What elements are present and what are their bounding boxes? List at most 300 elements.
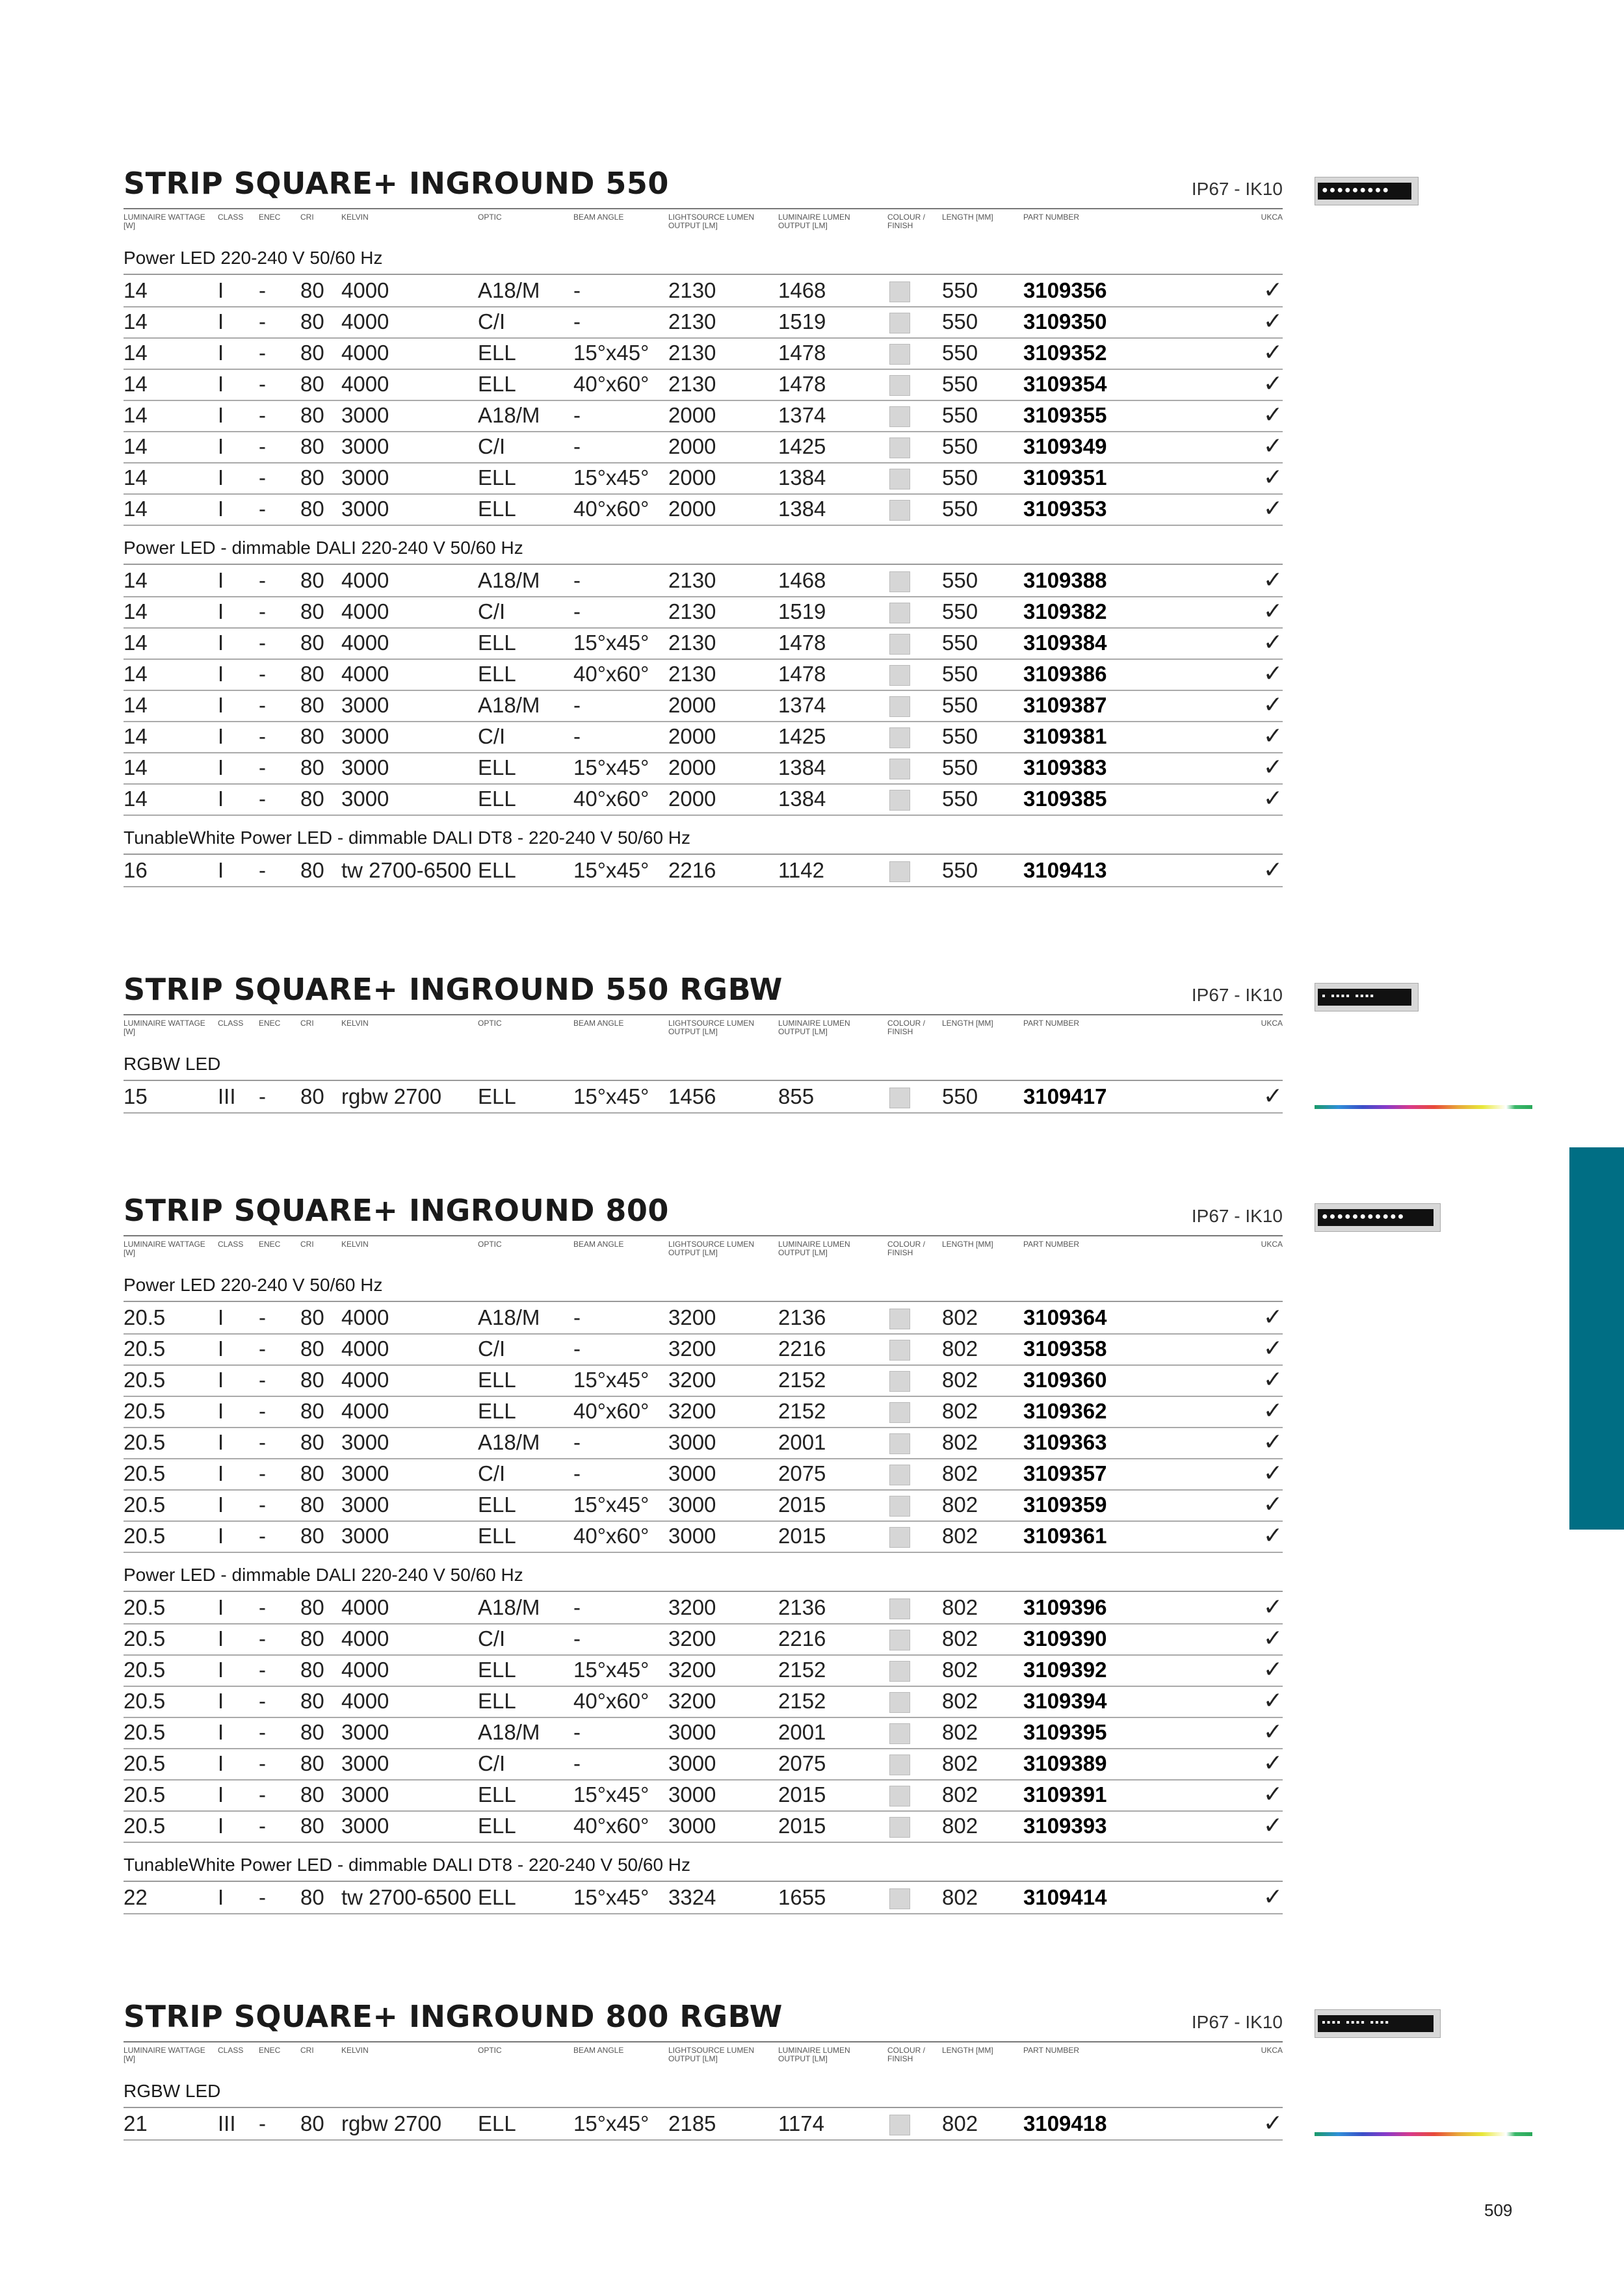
cell-wattage: 20.5 — [124, 1782, 166, 1807]
ukca-check-icon: ✓ — [1263, 1303, 1283, 1330]
cell-kelvin: 3000 — [341, 693, 389, 717]
cell-luminaire-lumen: 2075 — [778, 1461, 826, 1485]
cell-beam-angle: - — [573, 1626, 581, 1650]
group-title: Power LED - dimmable DALI 220-240 V 50/60 Hz — [124, 1565, 523, 1585]
cell-optic: C/I — [478, 599, 506, 623]
product-led-strip: ▪ ▪▪▪▪ ▪▪▪▪ — [1318, 989, 1411, 1006]
cell-optic: ELL — [478, 631, 516, 655]
cell-kelvin: 4000 — [341, 278, 389, 302]
colour-swatch — [889, 1309, 910, 1329]
cell-lightsource-lumen: 3000 — [668, 1493, 716, 1517]
cell-enec: - — [259, 724, 266, 748]
cell-class: I — [218, 1337, 224, 1361]
cell-beam-angle: 15°x45° — [573, 341, 649, 365]
cell-kelvin: 3000 — [341, 1493, 389, 1517]
cell-part-number: 3109394 — [1023, 1689, 1107, 1713]
cell-cri: 80 — [300, 755, 324, 779]
colour-swatch — [889, 696, 910, 717]
cell-cri: 80 — [300, 2111, 324, 2135]
cell-part-number: 3109361 — [1023, 1524, 1107, 1548]
cell-lightsource-lumen: 3200 — [668, 1337, 716, 1361]
colour-swatch — [889, 571, 910, 592]
column-header-beam: BEAM ANGLE — [573, 213, 624, 222]
cell-cri: 80 — [300, 631, 324, 655]
colour-swatch — [889, 665, 910, 686]
cell-length: 550 — [942, 787, 978, 811]
colour-swatch — [889, 1817, 910, 1838]
cell-lightsource-lumen: 3000 — [668, 1751, 716, 1775]
cell-optic: A18/M — [478, 693, 540, 717]
cell-class: I — [218, 1814, 224, 1838]
cell-part-number: 3109391 — [1023, 1782, 1107, 1807]
cell-enec: - — [259, 1814, 266, 1838]
rgbw-colour-bar — [1315, 1105, 1532, 1109]
table-row — [124, 431, 1283, 463]
cell-optic: A18/M — [478, 568, 540, 592]
cell-part-number: 3109387 — [1023, 693, 1107, 717]
cell-beam-angle: 40°x60° — [573, 1524, 649, 1548]
column-header-ukca: UKCA — [1261, 2046, 1283, 2055]
cell-class: I — [218, 787, 224, 811]
cell-wattage: 14 — [124, 787, 148, 811]
ukca-check-icon: ✓ — [1263, 1366, 1283, 1392]
cell-beam-angle: - — [573, 724, 581, 748]
cell-enec: - — [259, 403, 266, 427]
rgbw-colour-bar — [1315, 2132, 1532, 2136]
cell-lightsource-lumen: 3000 — [668, 1430, 716, 1454]
cell-lightsource-lumen: 2000 — [668, 724, 716, 748]
colour-swatch — [889, 1340, 910, 1361]
colour-swatch — [889, 759, 910, 779]
cell-wattage: 20.5 — [124, 1689, 166, 1713]
group-header — [124, 242, 1283, 275]
cell-lightsource-lumen: 3200 — [668, 1305, 716, 1329]
colour-swatch — [889, 1088, 910, 1108]
colour-swatch — [889, 1888, 910, 1909]
cell-wattage: 14 — [124, 693, 148, 717]
table-row — [124, 1686, 1283, 1718]
ukca-check-icon: ✓ — [1263, 432, 1283, 459]
cell-luminaire-lumen: 2015 — [778, 1782, 826, 1807]
section-title: STRIP SQUARE+ INGROUND 550 — [124, 166, 669, 201]
cell-cri: 80 — [300, 403, 324, 427]
table-row — [124, 752, 1283, 785]
cell-beam-angle: 40°x60° — [573, 497, 649, 521]
cell-kelvin: 4000 — [341, 662, 389, 686]
cell-beam-angle: 15°x45° — [573, 631, 649, 655]
product-image — [1315, 177, 1419, 205]
cell-class: I — [218, 434, 224, 458]
ukca-check-icon: ✓ — [1263, 1656, 1283, 1682]
cell-wattage: 14 — [124, 309, 148, 333]
cell-beam-angle: - — [573, 1751, 581, 1775]
group-header — [124, 2076, 1283, 2108]
cell-cri: 80 — [300, 662, 324, 686]
cell-optic: ELL — [478, 372, 516, 396]
colour-swatch — [889, 1433, 910, 1454]
product-led-strip: ▪▪▪▪ ▪▪▪▪ ▪▪▪▪ — [1318, 2015, 1434, 2032]
column-header-ls_lumen: LIGHTSOURCE LUMEN OUTPUT [LM] — [668, 2046, 755, 2063]
cell-length: 550 — [942, 724, 978, 748]
ukca-check-icon: ✓ — [1263, 1428, 1283, 1455]
cell-lightsource-lumen: 2000 — [668, 755, 716, 779]
cell-optic: ELL — [478, 1689, 516, 1713]
cell-enec: - — [259, 1720, 266, 1744]
cell-part-number: 3109356 — [1023, 278, 1107, 302]
table-row — [124, 627, 1283, 660]
cell-lightsource-lumen: 3200 — [668, 1368, 716, 1392]
cell-enec: - — [259, 1782, 266, 1807]
cell-cri: 80 — [300, 372, 324, 396]
group-title: RGBW LED — [124, 1054, 221, 1074]
cell-part-number: 3109384 — [1023, 631, 1107, 655]
cell-luminaire-lumen: 1384 — [778, 755, 826, 779]
cell-luminaire-lumen: 1384 — [778, 787, 826, 811]
column-header-enec: ENEC — [259, 213, 281, 222]
cell-lightsource-lumen: 2130 — [668, 599, 716, 623]
colour-swatch — [889, 603, 910, 623]
column-header-row — [124, 1235, 1283, 1261]
column-header-optic: OPTIC — [478, 1240, 502, 1249]
cell-kelvin: 3000 — [341, 755, 389, 779]
cell-part-number: 3109359 — [1023, 1493, 1107, 1517]
table-row — [124, 1489, 1283, 1522]
table-row — [124, 306, 1283, 339]
ip-rating: IP67 - IK10 — [1191, 1206, 1283, 1226]
cell-part-number: 3109360 — [1023, 1368, 1107, 1392]
cell-enec: - — [259, 1626, 266, 1650]
ukca-check-icon: ✓ — [1263, 566, 1283, 593]
table-row — [124, 1882, 1283, 1914]
cell-kelvin: 3000 — [341, 497, 389, 521]
colour-swatch — [889, 1371, 910, 1392]
cell-cri: 80 — [300, 1782, 324, 1807]
cell-luminaire-lumen: 855 — [778, 1084, 815, 1108]
cell-optic: ELL — [478, 1368, 516, 1392]
group-header — [124, 1049, 1283, 1081]
colour-swatch — [889, 1692, 910, 1713]
ukca-check-icon: ✓ — [1263, 1687, 1283, 1714]
cell-optic: A18/M — [478, 278, 540, 302]
cell-optic: ELL — [478, 1885, 516, 1909]
cell-beam-angle: 15°x45° — [573, 755, 649, 779]
cell-length: 802 — [942, 1430, 978, 1454]
ukca-check-icon: ✓ — [1263, 629, 1283, 655]
cell-length: 550 — [942, 341, 978, 365]
ukca-check-icon: ✓ — [1263, 1397, 1283, 1424]
cell-beam-angle: 40°x60° — [573, 372, 649, 396]
cell-wattage: 20.5 — [124, 1626, 166, 1650]
section-title: STRIP SQUARE+ INGROUND 800 RGBW — [124, 1999, 783, 2034]
column-header-kelvin: KELVIN — [341, 1019, 369, 1028]
column-header-class: CLASS — [218, 1240, 244, 1249]
cell-optic: ELL — [478, 1493, 516, 1517]
cell-class: I — [218, 693, 224, 717]
colour-swatch — [889, 1661, 910, 1682]
cell-length: 550 — [942, 1084, 978, 1108]
cell-cri: 80 — [300, 1626, 324, 1650]
cell-wattage: 14 — [124, 278, 148, 302]
column-header-wattage: LUMINAIRE WATTAGE [W] — [124, 1019, 205, 1036]
column-header-row — [124, 208, 1283, 234]
cell-luminaire-lumen: 2075 — [778, 1751, 826, 1775]
cell-cri: 80 — [300, 1430, 324, 1454]
table-row — [124, 659, 1283, 691]
cell-length: 550 — [942, 465, 978, 489]
cell-lightsource-lumen: 1456 — [668, 1084, 716, 1108]
cell-part-number: 3109358 — [1023, 1337, 1107, 1361]
cell-beam-angle: 15°x45° — [573, 1368, 649, 1392]
cell-cri: 80 — [300, 1689, 324, 1713]
cell-luminaire-lumen: 2136 — [778, 1305, 826, 1329]
cell-kelvin: 3000 — [341, 403, 389, 427]
cell-kelvin: 4000 — [341, 1305, 389, 1329]
cell-class: I — [218, 1493, 224, 1517]
cell-enec: - — [259, 662, 266, 686]
cell-length: 802 — [942, 1782, 978, 1807]
cell-class: I — [218, 1368, 224, 1392]
cell-length: 802 — [942, 1626, 978, 1650]
cell-kelvin: rgbw 2700 — [341, 1084, 442, 1108]
cell-optic: C/I — [478, 1337, 506, 1361]
cell-kelvin: 4000 — [341, 341, 389, 365]
cell-class: I — [218, 662, 224, 686]
group-title: Power LED - dimmable DALI 220-240 V 50/60 Hz — [124, 538, 523, 558]
cell-part-number: 3109385 — [1023, 787, 1107, 811]
cell-length: 550 — [942, 372, 978, 396]
cell-lightsource-lumen: 3000 — [668, 1782, 716, 1807]
cell-beam-angle: - — [573, 1305, 581, 1329]
cell-enec: - — [259, 1337, 266, 1361]
cell-beam-angle: 15°x45° — [573, 1885, 649, 1909]
product-image — [1315, 2009, 1441, 2038]
cell-optic: ELL — [478, 1524, 516, 1548]
cell-beam-angle: - — [573, 599, 581, 623]
cell-lightsource-lumen: 3000 — [668, 1814, 716, 1838]
column-header-class: CLASS — [218, 213, 244, 222]
cell-kelvin: 3000 — [341, 1720, 389, 1744]
cell-optic: ELL — [478, 755, 516, 779]
cell-cri: 80 — [300, 1305, 324, 1329]
cell-kelvin: tw 2700-6500 — [341, 858, 471, 882]
cell-length: 802 — [942, 1720, 978, 1744]
cell-enec: - — [259, 1595, 266, 1619]
cell-enec: - — [259, 1751, 266, 1775]
cell-lightsource-lumen: 2130 — [668, 631, 716, 655]
cell-part-number: 3109414 — [1023, 1885, 1107, 1909]
cell-length: 550 — [942, 631, 978, 655]
cell-beam-angle: - — [573, 1720, 581, 1744]
column-header-wattage: LUMINAIRE WATTAGE [W] — [124, 2046, 205, 2063]
cell-part-number: 3109390 — [1023, 1626, 1107, 1650]
colour-swatch — [889, 1755, 910, 1775]
cell-length: 550 — [942, 599, 978, 623]
cell-enec: - — [259, 568, 266, 592]
cell-wattage: 14 — [124, 497, 148, 521]
cell-cri: 80 — [300, 1751, 324, 1775]
cell-lightsource-lumen: 2130 — [668, 372, 716, 396]
cell-kelvin: 4000 — [341, 1626, 389, 1650]
colour-swatch — [889, 1598, 910, 1619]
table-row — [124, 2108, 1283, 2141]
cell-optic: C/I — [478, 309, 506, 333]
cell-kelvin: 4000 — [341, 372, 389, 396]
cell-kelvin: tw 2700-6500 — [341, 1885, 471, 1909]
cell-kelvin: 3000 — [341, 1814, 389, 1838]
column-header-kelvin: KELVIN — [341, 213, 369, 222]
cell-luminaire-lumen: 1519 — [778, 599, 826, 623]
column-header-row — [124, 2041, 1283, 2067]
cell-wattage: 20.5 — [124, 1430, 166, 1454]
column-header-enec: ENEC — [259, 2046, 281, 2055]
table-row — [124, 1333, 1283, 1366]
cell-luminaire-lumen: 1425 — [778, 434, 826, 458]
cell-wattage: 20.5 — [124, 1493, 166, 1517]
cell-beam-angle: - — [573, 403, 581, 427]
cell-optic: C/I — [478, 1461, 506, 1485]
ukca-check-icon: ✓ — [1263, 2109, 1283, 2136]
cell-beam-angle: - — [573, 568, 581, 592]
cell-lightsource-lumen: 3200 — [668, 1658, 716, 1682]
cell-wattage: 14 — [124, 631, 148, 655]
cell-optic: ELL — [478, 1399, 516, 1423]
cell-luminaire-lumen: 1174 — [778, 2111, 824, 2135]
cell-luminaire-lumen: 1384 — [778, 497, 826, 521]
cell-wattage: 21 — [124, 2111, 148, 2135]
cell-part-number: 3109357 — [1023, 1461, 1107, 1485]
product-image — [1315, 983, 1419, 1011]
cell-beam-angle: 15°x45° — [573, 2111, 649, 2135]
cell-length: 550 — [942, 662, 978, 686]
cell-luminaire-lumen: 1384 — [778, 465, 826, 489]
cell-enec: - — [259, 599, 266, 623]
cell-kelvin: 4000 — [341, 309, 389, 333]
cell-part-number: 3109396 — [1023, 1595, 1107, 1619]
cell-kelvin: 3000 — [341, 724, 389, 748]
cell-class: I — [218, 1689, 224, 1713]
cell-beam-angle: 15°x45° — [573, 1658, 649, 1682]
cell-enec: - — [259, 341, 266, 365]
cell-luminaire-lumen: 1478 — [778, 372, 826, 396]
cell-length: 550 — [942, 858, 978, 882]
cell-wattage: 20.5 — [124, 1720, 166, 1744]
table-row — [124, 1779, 1283, 1812]
cell-optic: A18/M — [478, 1595, 540, 1619]
cell-lightsource-lumen: 3000 — [668, 1461, 716, 1485]
cell-length: 550 — [942, 693, 978, 717]
cell-optic: ELL — [478, 1814, 516, 1838]
cell-length: 550 — [942, 309, 978, 333]
cell-enec: - — [259, 434, 266, 458]
cell-optic: C/I — [478, 1751, 506, 1775]
cell-cri: 80 — [300, 1814, 324, 1838]
cell-wattage: 22 — [124, 1885, 148, 1909]
cell-length: 802 — [942, 1524, 978, 1548]
cell-luminaire-lumen: 2152 — [778, 1658, 826, 1682]
colour-swatch — [889, 861, 910, 882]
cell-length: 802 — [942, 1399, 978, 1423]
cell-beam-angle: 15°x45° — [573, 465, 649, 489]
colour-swatch — [889, 375, 910, 396]
cell-part-number: 3109393 — [1023, 1814, 1107, 1838]
cell-kelvin: 3000 — [341, 1430, 389, 1454]
cell-kelvin: 3000 — [341, 434, 389, 458]
cell-lightsource-lumen: 3200 — [668, 1689, 716, 1713]
table-row — [124, 1081, 1283, 1114]
group-title: TunableWhite Power LED - dimmable DALI DT8 - 220-240 V 50/60 Hz — [124, 828, 691, 848]
cell-enec: - — [259, 631, 266, 655]
cell-luminaire-lumen: 1374 — [778, 403, 826, 427]
cell-luminaire-lumen: 2216 — [778, 1337, 826, 1361]
cell-optic: C/I — [478, 724, 506, 748]
colour-swatch — [889, 634, 910, 655]
cell-class: I — [218, 568, 224, 592]
column-header-cri: CRI — [300, 1240, 314, 1249]
section-tab — [1569, 1147, 1624, 1530]
table-row — [124, 337, 1283, 370]
cell-kelvin: 4000 — [341, 1689, 389, 1713]
table-row — [124, 1458, 1283, 1491]
ukca-check-icon: ✓ — [1263, 1812, 1283, 1838]
column-header-optic: OPTIC — [478, 213, 502, 222]
ip-rating: IP67 - IK10 — [1191, 2012, 1283, 2032]
column-header-cri: CRI — [300, 213, 314, 222]
cell-optic: ELL — [478, 341, 516, 365]
cell-lightsource-lumen: 3324 — [668, 1885, 716, 1909]
column-header-enec: ENEC — [259, 1019, 281, 1028]
colour-swatch — [889, 1723, 910, 1744]
cell-kelvin: 4000 — [341, 1399, 389, 1423]
column-header-length: LENGTH [MM] — [942, 213, 993, 222]
cell-class: I — [218, 341, 224, 365]
cell-enec: - — [259, 858, 266, 882]
cell-class: III — [218, 2111, 236, 2135]
ukca-check-icon: ✓ — [1263, 1082, 1283, 1109]
cell-class: I — [218, 1658, 224, 1682]
colour-swatch — [889, 1402, 910, 1423]
column-header-kelvin: KELVIN — [341, 2046, 369, 2055]
cell-optic: A18/M — [478, 1305, 540, 1329]
ukca-check-icon: ✓ — [1263, 339, 1283, 365]
cell-lightsource-lumen: 2130 — [668, 309, 716, 333]
column-header-ukca: UKCA — [1261, 1240, 1283, 1249]
cell-class: I — [218, 1430, 224, 1454]
column-header-optic: OPTIC — [478, 2046, 502, 2055]
table-row — [124, 1654, 1283, 1687]
cell-part-number: 3109383 — [1023, 755, 1107, 779]
cell-beam-angle: - — [573, 1595, 581, 1619]
table-row — [124, 596, 1283, 629]
cell-part-number: 3109386 — [1023, 662, 1107, 686]
cell-cri: 80 — [300, 465, 324, 489]
column-header-beam: BEAM ANGLE — [573, 1019, 624, 1028]
ukca-check-icon: ✓ — [1263, 1593, 1283, 1620]
cell-class: I — [218, 1720, 224, 1744]
cell-cri: 80 — [300, 497, 324, 521]
cell-enec: - — [259, 1084, 266, 1108]
column-header-length: LENGTH [MM] — [942, 2046, 993, 2055]
ukca-check-icon: ✓ — [1263, 1781, 1283, 1807]
cell-cri: 80 — [300, 693, 324, 717]
ukca-check-icon: ✓ — [1263, 1749, 1283, 1776]
cell-cri: 80 — [300, 1337, 324, 1361]
cell-cri: 80 — [300, 858, 324, 882]
ukca-check-icon: ✓ — [1263, 597, 1283, 624]
cell-class: I — [218, 1461, 224, 1485]
cell-part-number: 3109388 — [1023, 568, 1107, 592]
column-header-length: LENGTH [MM] — [942, 1019, 993, 1028]
column-header-ukca: UKCA — [1261, 1019, 1283, 1028]
